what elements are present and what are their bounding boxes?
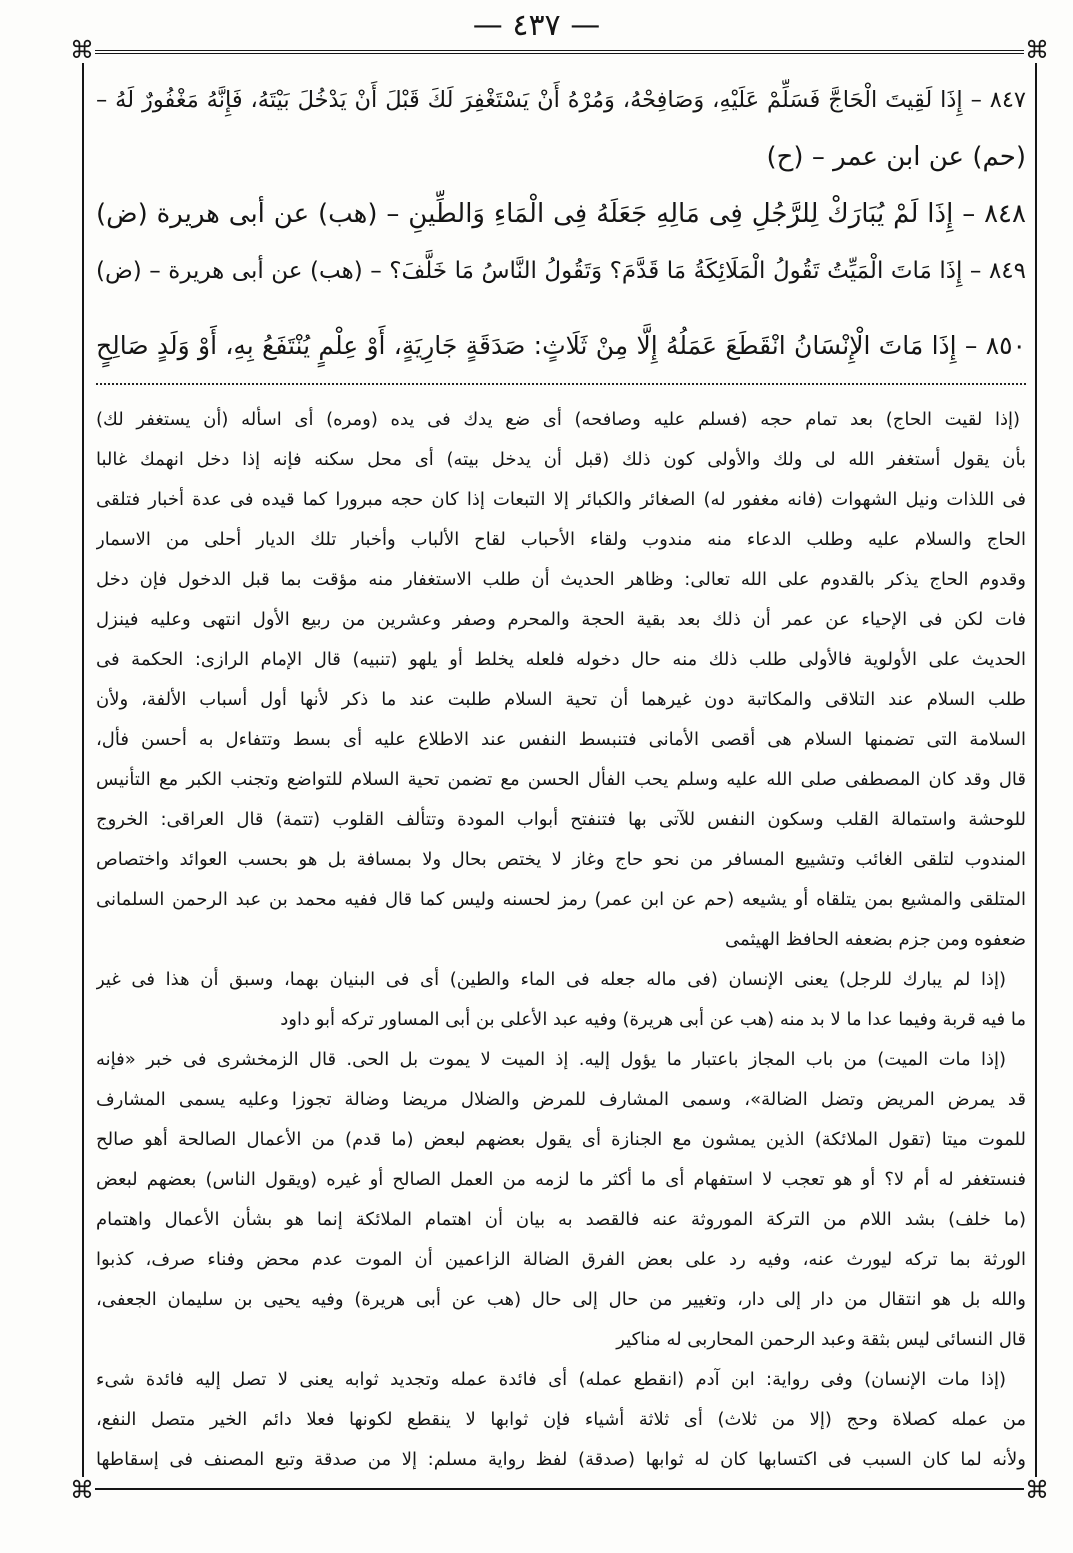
commentary-hadith-848 [96, 960, 1026, 1040]
commentary-line: (إذا لقيت الحاج) بعد تمام حجه (فسلم عليه وصافحه) أى ضع يدك فى يده (ومره) أى اسأله (أن يستغفر لك) [96, 409, 1020, 430]
corner-ornament-icon: ⌘ [70, 1476, 94, 1504]
hadith-848: ٨٤٨ – إِذَا لَمْ يُبَارَكْ لِلرَّجُلِ فِى مَالِهِ جَعَلَهُ فِى الْمَاءِ وَالطِّينِ – (هب) عن أبى هريرة (ض) [96, 199, 1026, 229]
commentary-line: قال النسائى ليس بثقة وعبد الرحمن المحاربى له مناكير [616, 1329, 1026, 1350]
commentary-line: قال وقد كان المصطفى صلى الله عليه وسلم يحب الفأل الحسن مع تضمن تحية السلام للتواضع وتجنب الكبر مع التأنيس [96, 769, 1026, 790]
commentary-line: فنستغفر له أم لا؟ أو هو تعجب لا استفهام أى ما أكثر ما لزمه من العمل الصالح أو غيره (ويقول الناس) بعضهم لبعض [96, 1169, 1026, 1190]
corner-ornament-icon: ⌘ [1025, 1476, 1049, 1504]
commentary-line: فات لكن فى الإحياء عن عمر أن ذلك بعد بقية الحجة والمحرم وصفر وعشرين من ربيع الأول انتهى وعليه فينزل [96, 609, 1026, 630]
commentary-line: فى اللذات ونيل الشهوات (فانه مغفور له) الصغائر والكبائر إلا التبعات إذا كان حجه مبرورا كما قيده فى عدة أخبار فتلقى [96, 489, 1026, 510]
commentary-line: للوحشة واستمالة القلب وسكون النفس للآتى بها فتنفتح أبواب المودة وتتألف القلوب (تتمة) قال العراقى: الخروج [96, 809, 1026, 830]
commentary-line: (إذا مات الميت) من باب المجاز باعتبار ما يؤول إليه. إذ الميت لا يموت بل الحى. قال الزمخشرى فى خبر «فإنه [96, 1049, 1006, 1070]
hadith-849: ٨٤٩ – إِذَا مَاتَ الْمَيِّتُ تَقُولُ الْمَلَائِكَةُ مَا قَدَّمَ؟ وَتَقُولُ النَّاسُ مَا خَلَّفَ؟ – (هب) عن أبى هريرة – (ض) [96, 258, 1026, 284]
commentary-line: ضعفوه ومن جزم بضعفه الحافظ الهيثمى [724, 929, 1026, 950]
commentary-line: قد يمرض المريض وتضل الضالة»، وسمى المشارف للمرض والضلال مريضا وضالة تجوزا وعليه يسمى المشارف [96, 1089, 1026, 1110]
commentary-line: المندوب لتلقى الغائب وتشييع المسافر من نحو حاج وغاز لا يختص بحال ولا بمسافة بل هو بحسب العوائد واختصاص [96, 849, 1026, 870]
hadith-847-source: (حم) عن ابن عمر – (ح) [766, 142, 1026, 172]
dotted-separator [96, 383, 1026, 385]
commentary-line: ما فيه قربة وفيما عدا ما لا بد منه (هب عن أبى هريرة) وفيه عبد الأعلى بن أبى المساور تركه أبو داود [280, 1009, 1026, 1030]
commentary-hadith-847 [96, 400, 1026, 960]
corner-ornament-icon: ⌘ [70, 36, 94, 64]
commentary-line: (إذا مات الإنسان) وفى رواية: ابن آدم (انقطع عمله) أى فائدة عمله وتجديد ثوابه يعنى لا تصل إليه فائدة شىء [96, 1369, 1006, 1390]
corner-ornament-icon: ⌘ [1025, 36, 1049, 64]
commentary-line: والله بل هو انتقال من دار إلى دار، وتغيير من حال إلى حال (هب عن أبى هريرة) وفيه يحيى بن سليمان الجعفى، [96, 1289, 1026, 1310]
commentary-line: (إذا لم يبارك للرجل) يعنى الإنسان (فى ماله جعله فى الماء والطين) أى فى البنيان بهما، وسبق أن هذا فى غير [96, 969, 1006, 990]
commentary-hadith-849 [96, 1040, 1026, 1360]
hadith-texts [96, 72, 1026, 374]
commentary-hadith-850 [96, 1360, 1026, 1480]
commentary-line: وقدوم الحاج يذكر بالقدوم على الله تعالى: وظاهر الحديث أن طلب الاستغفار منه مؤقت بما قبل الدخول فإن دخل [96, 569, 1026, 590]
commentary-line: (ما خلف) بشد اللام من التركة الموروثة عنه فالقصد به بيان أن اهتمام الملائكة إنما هو بشأن الأعمال واهتمام [96, 1209, 1026, 1230]
commentary-line: ولأنه لما كان السبب فى اكتسابها كان له ثوابها (صدقة) لفظ رواية مسلم: إلا من صدقة وتبع المصنف فى إسقاطها [96, 1449, 1026, 1470]
commentary-line: طلب السلام عند التلاقى والمكاتبة دون غيرهما أن تحية السلام طلبت عند ما ذكر لأنها أول أسباب الألفة، ولأن [96, 689, 1026, 710]
commentary-line: المتلقى والمشيع بمن يتلقاه أو يشيعه (حم عن ابن عمر) رمز لحسنه وليس كما قال ففيه محمد بن عبد الرحمن السلمانى [96, 889, 1026, 910]
hadith-847: ٨٤٧ – إِذَا لَقِيتَ الْحَاجَّ فَسَلِّمْ عَلَيْهِ، وَصَافِحْهُ، وَمُرْهُ أَنْ يَسْتَغْفِرَ لَكَ قَبْلَ أَنْ يَدْخُلَ بَيْتَهُ، فَإِنَّهُ مَغْفُورٌ لَهُ – [96, 87, 1026, 113]
commentary-line: للموت ميتا (تقول الملائكة) الذين يمشون مع الجنازة أى يقول بعضهم لبعض (ما قدم) من الأعمال الصالحة أهو صالح [96, 1129, 1026, 1150]
commentary-line: بأن يقول أستغفر الله لى ولك والأولى كون ذلك (قبل أن يدخل بيته) أى محل سكنه فإنه إذا دخل انهمك غالبا [96, 449, 1026, 470]
commentary-line: السلامة التى تضمنها السلام هى أقصى الأمانى فتنبسط النفس عند الاطلاع عليه أى بسط وتتفاءل به أحسن فأل، [96, 729, 1026, 750]
commentary-line: الحاج والسلام عليه وطلب الدعاء منه مندوب ولقاء الأحباب لقاح الألباب وأخبار تلك الديار أحلى من الاسمار [96, 529, 1026, 550]
commentary-line: الورثة بما تركه ليورث عنه، وفيه رد على بعض الفرق الضالة الزاعمين أن الموت عدم محض وفناء صرف، كذبوا [96, 1249, 1026, 1270]
commentary [96, 400, 1026, 1480]
commentary-line: من عمله كصلاة وحج (إلا من ثلاث) أى ثلاثة أشياء فإن ثوابها لا ينقطع لكونها فعلا دائم الخير متصل النفع، [96, 1409, 1026, 1430]
hadith-850: ٨٥٠ – إِذَا مَاتَ الْإِنْسَانُ انْقَطَعَ عَمَلُهُ إِلَّا مِنْ ثَلَاثٍ: صَدَقَةٍ جَارِيَةٍ، أَوْ عِلْمٍ يُنْتَفَعُ بِهِ، أَوْ وَلَدٍ صَالِحٍ [96, 331, 1026, 360]
page-number: — ٤٣٧ — [472, 8, 601, 43]
commentary-line: الحديث على الأولوية فالأولى طلب ذلك منه حال دخوله فلعله يخلط أو يلهو (تنبيه) قال الإمام الرازى: الحكمة فى [96, 649, 1026, 670]
